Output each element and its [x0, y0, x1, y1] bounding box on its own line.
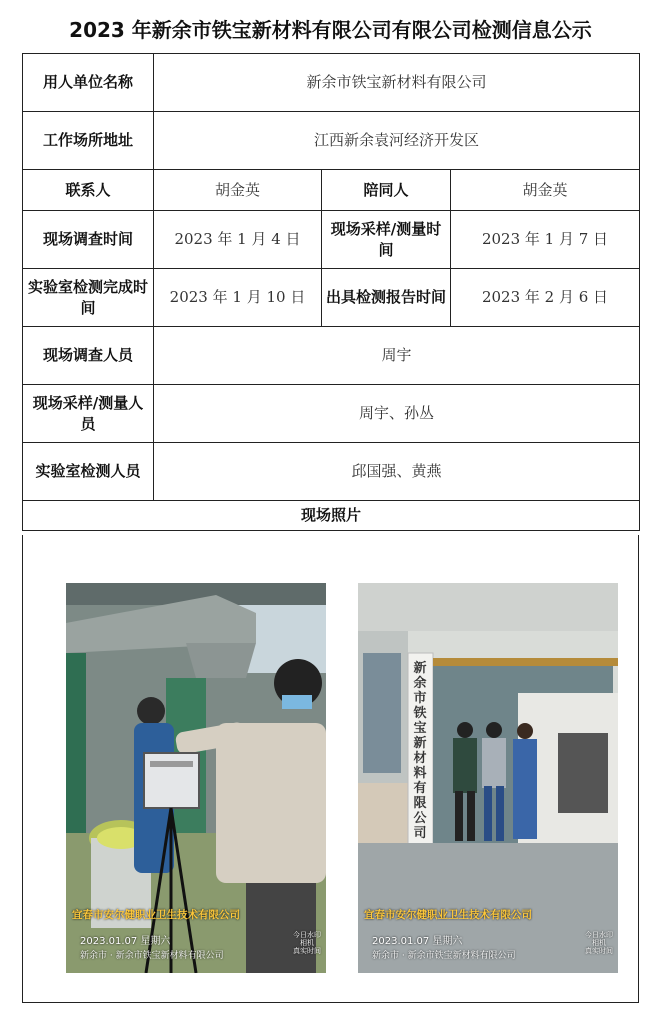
employer-label: 用人单位名称 — [23, 54, 154, 112]
site-photo-sampling — [66, 583, 326, 973]
surveyor-value: 周宇 — [154, 327, 640, 385]
lab-done-label: 实验室检测完成时间 — [23, 269, 154, 327]
sampling-time-label: 现场采样/测量时间 — [322, 211, 451, 269]
watermark-location: 新余市 · 新余市铁宝新材料有限公司 — [372, 951, 516, 961]
employer-value: 新余市铁宝新材料有限公司 — [154, 54, 640, 112]
report-time-value: 2023 年 2 月 6 日 — [451, 269, 640, 327]
photos-section-label: 现场照片 — [23, 501, 640, 531]
address-label: 工作场所地址 — [23, 112, 154, 170]
watermark-badge: 今日水印 相机 真实时间 — [585, 931, 613, 955]
table-row — [23, 327, 640, 385]
table-row — [23, 54, 640, 112]
watermark-company: 宜春市安尔健职业卫生技术有限公司 — [72, 909, 240, 921]
sampler-label: 现场采样/测量人员 — [23, 385, 154, 443]
escort-value: 胡金英 — [451, 170, 640, 211]
photos-area — [22, 535, 639, 1003]
contact-label: 联系人 — [23, 170, 154, 211]
lab-staff-value: 邱国强、黄燕 — [154, 443, 640, 501]
sampling-time-value: 2023 年 1 月 7 日 — [451, 211, 640, 269]
table-row — [23, 501, 640, 531]
table-row — [23, 385, 640, 443]
survey-time-value: 2023 年 1 月 4 日 — [154, 211, 322, 269]
escort-label: 陪同人 — [322, 170, 451, 211]
company-sign: 新余市铁宝新材料有限公司 — [413, 661, 427, 841]
table-row — [23, 269, 640, 327]
sampler-value: 周宇、孙丛 — [154, 385, 640, 443]
surveyor-label: 现场调查人员 — [23, 327, 154, 385]
lab-done-value: 2023 年 1 月 10 日 — [154, 269, 322, 327]
watermark-company: 宜春市安尔健职业卫生技术有限公司 — [364, 909, 532, 921]
watermark-date: 2023.01.07 星期六 — [372, 936, 463, 947]
watermark-badge: 今日水印 相机 真实时间 — [293, 931, 321, 955]
watermark-location: 新余市 · 新余市铁宝新材料有限公司 — [80, 951, 224, 961]
page-title: 2023 年新余市铁宝新材料有限公司有限公司检测信息公示 — [69, 18, 592, 42]
contact-value: 胡金英 — [154, 170, 322, 211]
report-time-label: 出具检测报告时间 — [322, 269, 451, 327]
info-table — [22, 53, 640, 531]
site-photo-gate — [358, 583, 618, 973]
watermark-date: 2023.01.07 星期六 — [80, 936, 171, 947]
survey-time-label: 现场调查时间 — [23, 211, 154, 269]
table-row — [23, 211, 640, 269]
table-row — [23, 443, 640, 501]
address-value: 江西新余袁河经济开发区 — [154, 112, 640, 170]
table-row — [23, 170, 640, 211]
lab-staff-label: 实验室检测人员 — [23, 443, 154, 501]
table-row — [23, 112, 640, 170]
